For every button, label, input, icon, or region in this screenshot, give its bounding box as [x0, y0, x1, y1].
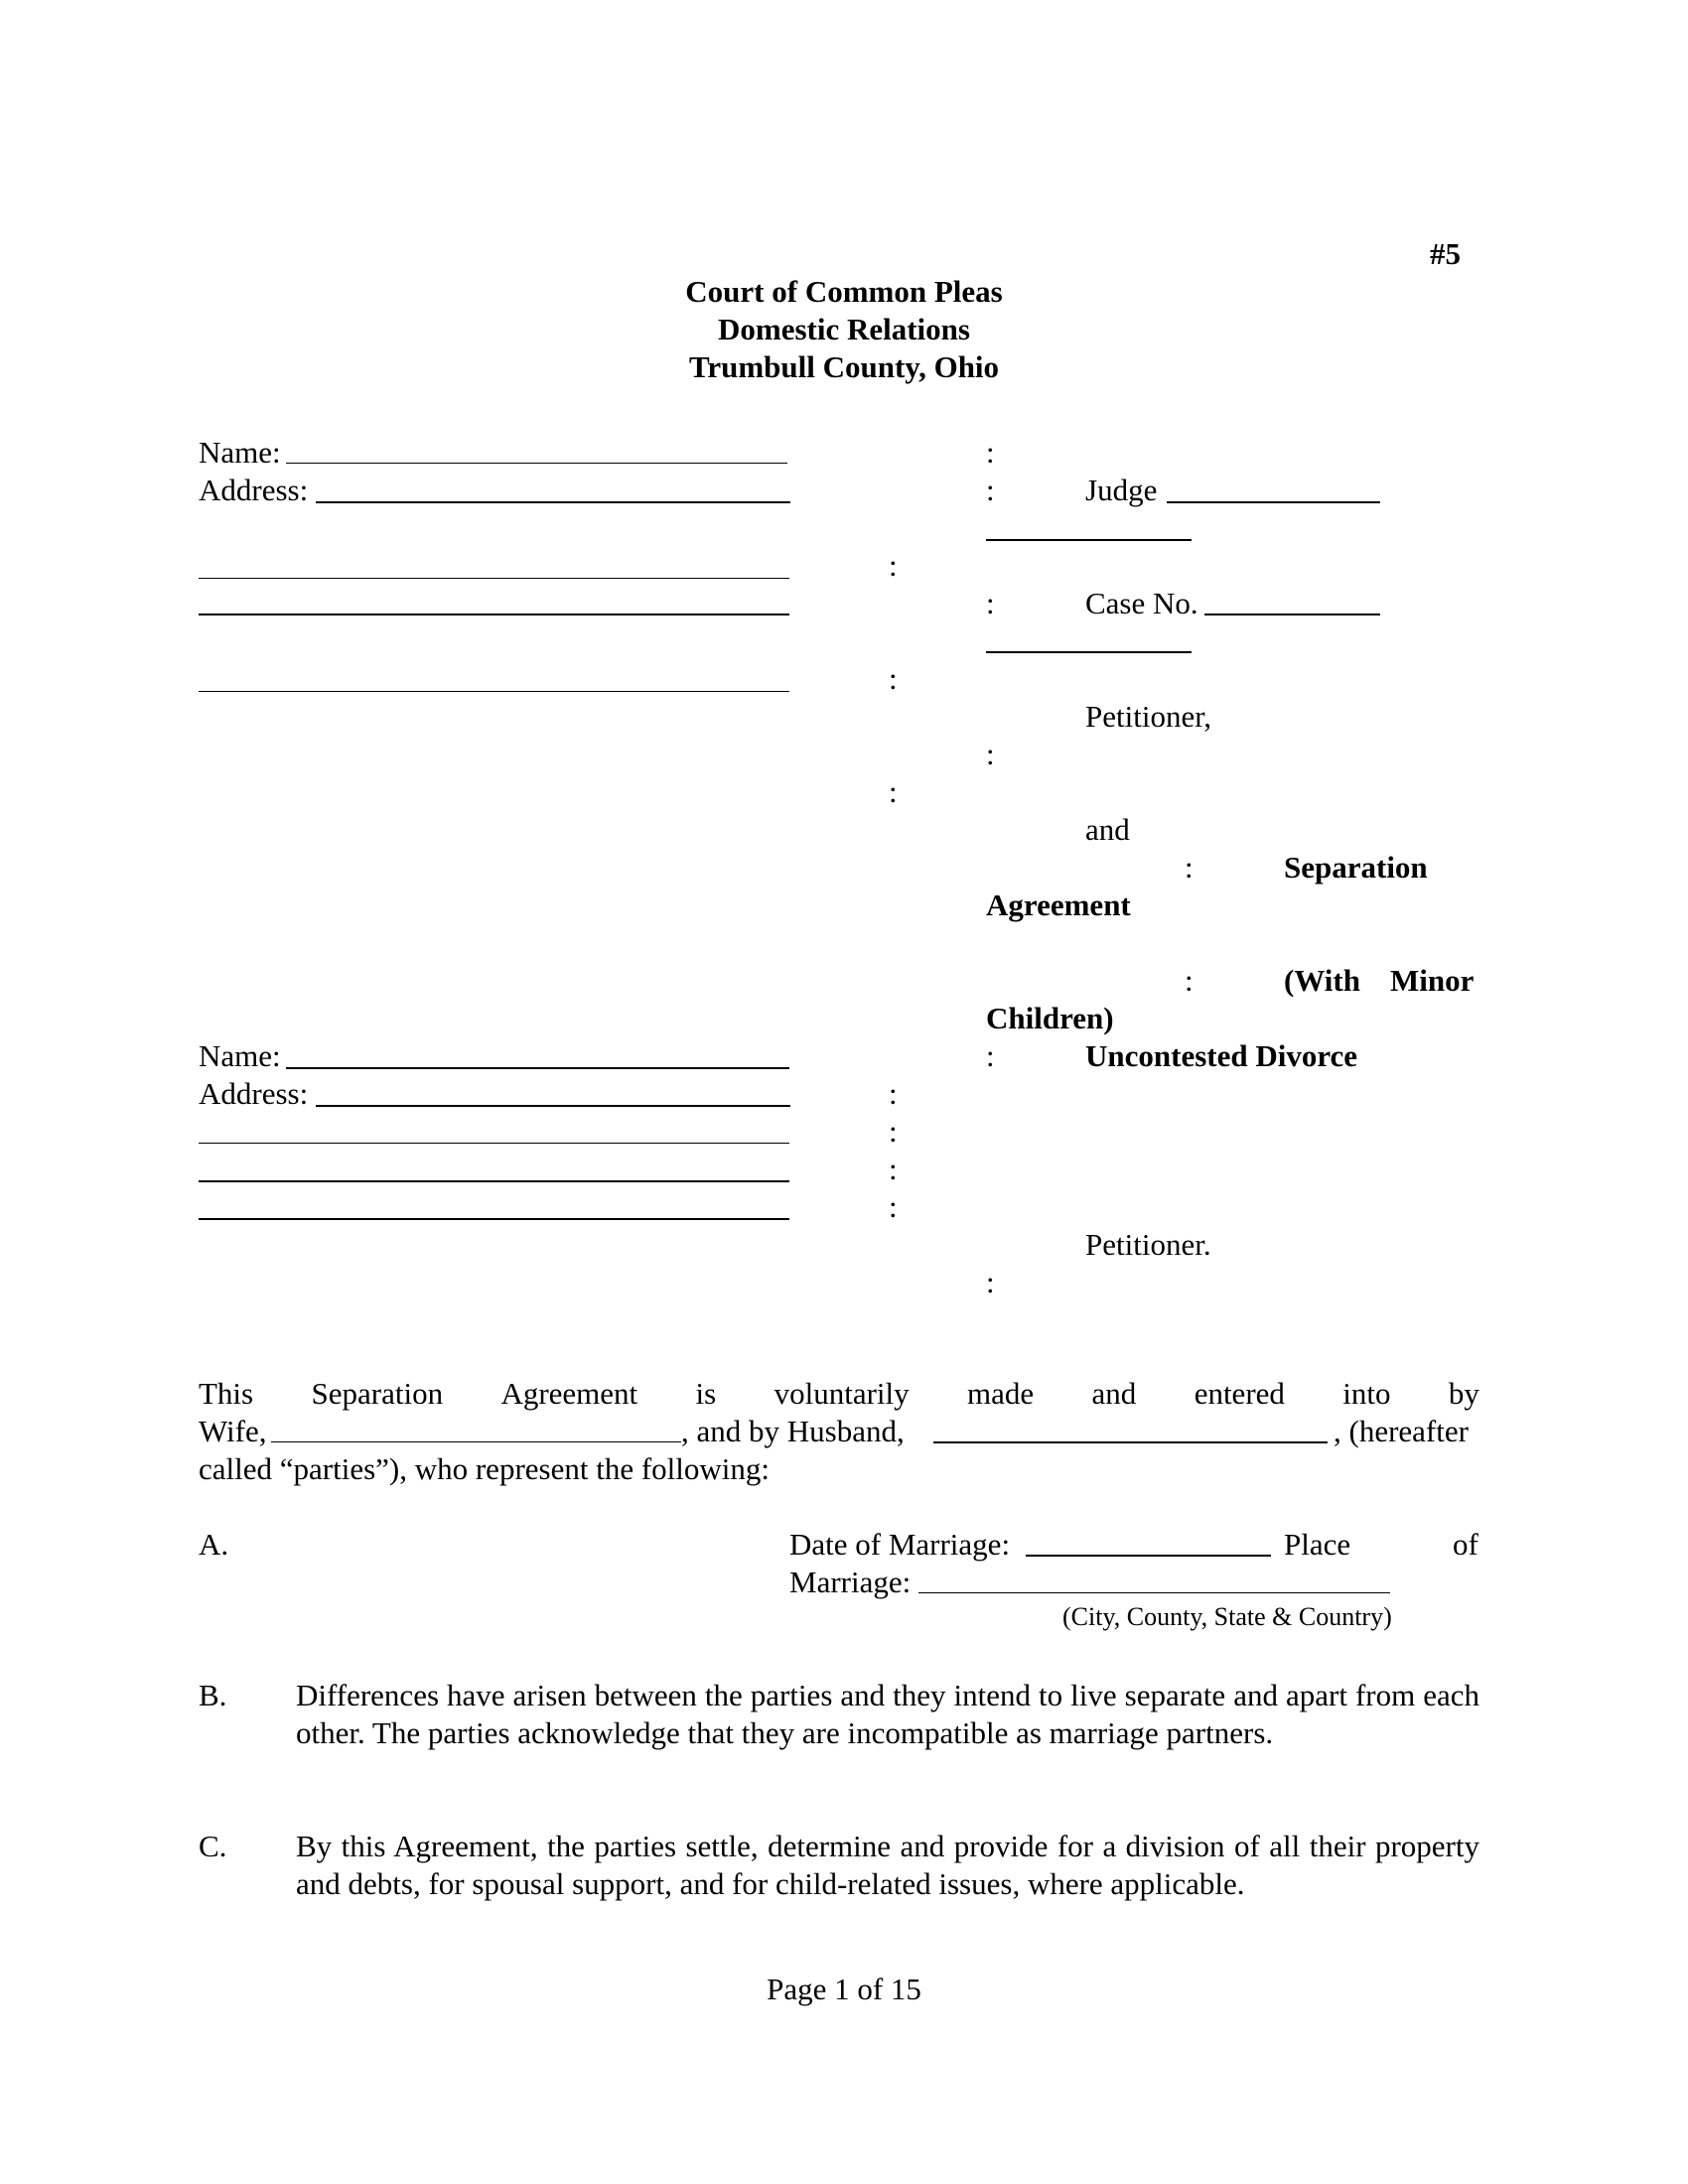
title-uncontested-divorce: Uncontested Divorce	[1085, 1038, 1358, 1073]
husband-name-field[interactable]	[933, 1441, 1328, 1443]
item-b-label: B.	[199, 1678, 227, 1712]
case-no-field-cont[interactable]	[986, 651, 1192, 653]
intro-word: entered	[1194, 1376, 1285, 1411]
intro-word: made	[967, 1376, 1035, 1411]
name-field-2[interactable]	[286, 1067, 789, 1069]
caption-colon: :	[986, 586, 995, 620]
item-c-text: By this Agreement, the parties settle, determine and provide for a division of all their property and debts, for spousal support, and for child-related issues, where applicable.	[296, 1829, 1479, 1901]
item-b-text: Differences have arisen between the parties and they intend to live separate and apart from each other. The parties acknowledge that they are incompatible as marriage partners.	[296, 1678, 1479, 1750]
intro-word: Separation	[311, 1376, 444, 1411]
marriage-label: Marriage:	[789, 1565, 912, 1599]
case-no-label: Case No.	[1085, 586, 1198, 620]
intro-line-3: called “parties”), who represent the following:	[199, 1451, 770, 1486]
intro-word: This	[199, 1376, 254, 1411]
address-label-1: Address:	[199, 473, 309, 507]
place-hint: (City, County, State & Country)	[1062, 1602, 1392, 1631]
petitioner-label-1: Petitioner,	[1085, 699, 1212, 734]
intro-word: and	[1091, 1376, 1137, 1411]
address-line-2d[interactable]	[199, 1218, 789, 1220]
title-separation: Separation	[1284, 850, 1428, 885]
address-line-2b[interactable]	[199, 1143, 789, 1144]
caption-colon: :	[986, 1265, 995, 1299]
place-of-marriage-field[interactable]	[918, 1592, 1390, 1593]
date-of-marriage-field[interactable]	[1026, 1555, 1271, 1557]
petitioner-label-2: Petitioner.	[1085, 1227, 1211, 1262]
caption-colon: :	[889, 661, 898, 696]
caption-colon: :	[889, 774, 898, 809]
caption-colon: :	[889, 1076, 898, 1111]
of-label: of	[1453, 1527, 1478, 1562]
intro-word: is	[695, 1376, 717, 1411]
wife-name-field[interactable]	[271, 1441, 681, 1442]
intro-word: by	[1448, 1376, 1479, 1411]
caption-colon: :	[889, 1152, 898, 1186]
title-minor: Minor	[1390, 963, 1475, 998]
hereafter-label: , (hereafter	[1334, 1414, 1469, 1448]
caption-colon: :	[986, 737, 995, 771]
and-label: and	[1085, 812, 1130, 847]
address-label-2: Address:	[199, 1076, 309, 1111]
court-division: Domestic Relations	[718, 312, 970, 346]
form-number: #5	[1430, 236, 1461, 271]
page-number: Page 1 of 15	[767, 1972, 921, 2006]
intro-line-1	[199, 1375, 1479, 1413]
caption-colon: :	[986, 1038, 995, 1073]
place-label: Place	[1284, 1527, 1351, 1562]
title-with: (With	[1284, 963, 1360, 998]
judge-field[interactable]	[1167, 501, 1380, 503]
address-line-1c[interactable]	[199, 614, 789, 615]
caption-colon: :	[1185, 850, 1194, 885]
address-line-2c[interactable]	[199, 1180, 789, 1182]
name-label-1: Name:	[199, 435, 281, 470]
title-agreement: Agreement	[986, 887, 1131, 922]
court-county: Trumbull County, Ohio	[688, 349, 1000, 384]
name-label-2: Name:	[199, 1038, 281, 1073]
caption-colon: :	[889, 548, 898, 583]
case-no-field[interactable]	[1204, 614, 1380, 615]
court-name: Court of Common Pleas	[685, 274, 1003, 309]
address-line-1d[interactable]	[199, 691, 789, 692]
intro-word: Agreement	[500, 1376, 638, 1411]
intro-word: into	[1342, 1376, 1391, 1411]
judge-label: Judge	[1085, 473, 1158, 507]
caption-colon: :	[986, 473, 995, 507]
item-a-label: A.	[199, 1527, 229, 1562]
address-field-1[interactable]	[316, 501, 790, 503]
caption-colon: :	[889, 1114, 898, 1149]
wife-label: Wife,	[199, 1414, 267, 1448]
by-husband-label: , and by Husband,	[681, 1414, 905, 1448]
address-field-2[interactable]	[316, 1105, 790, 1107]
address-line-1b[interactable]	[199, 578, 789, 579]
date-of-marriage-label: Date of Marriage:	[789, 1527, 1011, 1562]
name-field-1[interactable]	[286, 463, 787, 464]
caption-colon: :	[986, 435, 995, 470]
item-c-label: C.	[199, 1829, 227, 1863]
title-children: Children)	[986, 1001, 1114, 1035]
intro-word: voluntarily	[774, 1376, 910, 1411]
caption-colon: :	[889, 1189, 898, 1224]
judge-field-cont[interactable]	[986, 539, 1192, 541]
caption-colon: :	[1185, 963, 1194, 998]
